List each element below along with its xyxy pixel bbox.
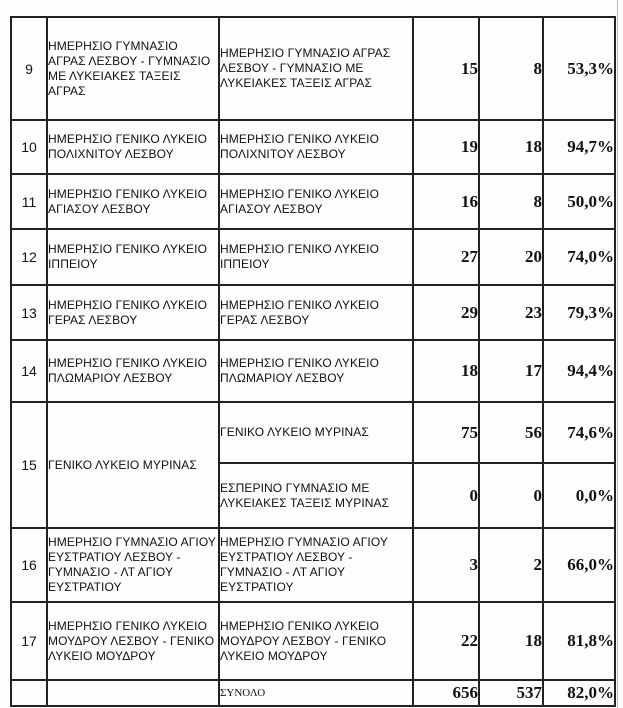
percentage: 74,0%	[543, 229, 615, 285]
value-b: 2	[479, 528, 543, 602]
value-a: 19	[413, 120, 479, 174]
unit-name: ΗΜΕΡΗΣΙΟ ΓΥΜΝΑΣΙΟ ΑΓΡΑΣ ΛΕΣΒΟΥ - ΓΥΜΝΑΣΙΟ ΜΕ ΛΥΚΕΙΑΚΕΣ ΤΑΞΕΙΣ ΑΓΡΑΣ	[219, 17, 413, 120]
table-row	[11, 340, 615, 402]
empty-cell	[47, 680, 219, 706]
total-b: 537	[479, 680, 543, 706]
value-a: 0	[413, 463, 479, 528]
value-b: 0	[479, 463, 543, 528]
table-row	[11, 229, 615, 285]
school-name: ΓΕΝΙΚΟ ΛΥΚΕΙΟ ΜΥΡΙΝΑΣ	[47, 402, 219, 528]
unit-name: ΕΣΠΕΡΙΝΟ ΓΥΜΝΑΣΙΟ ΜΕ ΛΥΚΕΙΑΚΕΣ ΤΑΞΕΙΣ ΜΥΡΙΝΑΣ	[219, 463, 413, 528]
school-name: ΗΜΕΡΗΣΙΟ ΓΕΝΙΚΟ ΛΥΚΕΙΟ ΙΠΠΕΙΟΥ	[47, 229, 219, 285]
total-a: 656	[413, 680, 479, 706]
value-b: 18	[479, 120, 543, 174]
row-number: 12	[11, 229, 47, 285]
percentage: 66,0%	[543, 528, 615, 602]
value-b: 8	[479, 17, 543, 120]
row-number: 13	[11, 285, 47, 340]
value-b: 18	[479, 602, 543, 680]
value-a: 29	[413, 285, 479, 340]
table-row	[11, 285, 615, 340]
row-number: 10	[11, 120, 47, 174]
total-percentage: 82,0%	[543, 680, 615, 706]
row-number: 14	[11, 340, 47, 402]
unit-name: ΓΕΝΙΚΟ ΛΥΚΕΙΟ ΜΥΡΙΝΑΣ	[219, 402, 413, 463]
value-b: 20	[479, 229, 543, 285]
value-a: 22	[413, 602, 479, 680]
schools-table	[10, 16, 616, 707]
table-row	[11, 528, 615, 602]
table-row	[11, 402, 615, 463]
value-b: 23	[479, 285, 543, 340]
percentage: 53,3%	[543, 17, 615, 120]
school-name: ΗΜΕΡΗΣΙΟ ΓΕΝΙΚΟ ΛΥΚΕΙΟ ΑΓΙΑΣΟΥ ΛΕΣΒΟΥ	[47, 174, 219, 229]
value-a: 75	[413, 402, 479, 463]
school-name: ΗΜΕΡΗΣΙΟ ΓΕΝΙΚΟ ΛΥΚΕΙΟ ΠΛΩΜΑΡΙΟΥ ΛΕΣΒΟΥ	[47, 340, 219, 402]
row-number: 15	[11, 402, 47, 528]
percentage: 79,3%	[543, 285, 615, 340]
percentage: 0,0%	[543, 463, 615, 528]
percentage: 50,0%	[543, 174, 615, 229]
unit-name: ΗΜΕΡΗΣΙΟ ΓΕΝΙΚΟ ΛΥΚΕΙΟ ΙΠΠΕΙΟΥ	[219, 229, 413, 285]
percentage: 74,6%	[543, 402, 615, 463]
unit-name: ΗΜΕΡΗΣΙΟ ΓΕΝΙΚΟ ΛΥΚΕΙΟ ΜΟΥΔΡΟΥ ΛΕΣΒΟΥ - ΓΕΝΙΚΟ ΛΥΚΕΙΟ ΜΟΥΔΡΟΥ	[219, 602, 413, 680]
unit-name: ΗΜΕΡΗΣΙΟ ΓΕΝΙΚΟ ΛΥΚΕΙΟ ΠΛΩΜΑΡΙΟΥ ΛΕΣΒΟΥ	[219, 340, 413, 402]
value-a: 15	[413, 17, 479, 120]
school-name: ΗΜΕΡΗΣΙΟ ΓΕΝΙΚΟ ΛΥΚΕΙΟ ΜΟΥΔΡΟΥ ΛΕΣΒΟΥ - ΓΕΝΙΚΟ ΛΥΚΕΙΟ ΜΟΥΔΡΟΥ	[47, 602, 219, 680]
table-row	[11, 602, 615, 680]
value-a: 3	[413, 528, 479, 602]
value-a: 16	[413, 174, 479, 229]
percentage: 81,8%	[543, 602, 615, 680]
row-number: 11	[11, 174, 47, 229]
table-row	[11, 17, 615, 120]
row-number: 17	[11, 602, 47, 680]
school-name: ΗΜΕΡΗΣΙΟ ΓΥΜΝΑΣΙΟ ΑΓΡΑΣ ΛΕΣΒΟΥ - ΓΥΜΝΑΣΙΟ ΜΕ ΛΥΚΕΙΑΚΕΣ ΤΑΞΕΙΣ ΑΓΡΑΣ	[47, 17, 219, 120]
school-name: ΗΜΕΡΗΣΙΟ ΓΥΜΝΑΣΙΟ ΑΓΙΟΥ ΕΥΣΤΡΑΤΙΟΥ ΛΕΣΒΟΥ - ΓΥΜΝΑΣΙΟ - ΛΤ ΑΓΙΟΥ ΕΥΣΤΡΑΤΙΟΥ	[47, 528, 219, 602]
row-number: 9	[11, 17, 47, 120]
school-name: ΗΜΕΡΗΣΙΟ ΓΕΝΙΚΟ ΛΥΚΕΙΟ ΓΕΡΑΣ ΛΕΣΒΟΥ	[47, 285, 219, 340]
total-row	[11, 680, 615, 706]
value-b: 56	[479, 402, 543, 463]
value-a: 27	[413, 229, 479, 285]
school-name: ΗΜΕΡΗΣΙΟ ΓΕΝΙΚΟ ΛΥΚΕΙΟ ΠΟΛΙΧΝΙΤΟΥ ΛΕΣΒΟΥ	[47, 120, 219, 174]
value-b: 17	[479, 340, 543, 402]
percentage: 94,4%	[543, 340, 615, 402]
unit-name: ΗΜΕΡΗΣΙΟ ΓΥΜΝΑΣΙΟ ΑΓΙΟΥ ΕΥΣΤΡΑΤΙΟΥ ΛΕΣΒΟΥ - ΓΥΜΝΑΣΙΟ - ΛΤ ΑΓΙΟΥ ΕΥΣΤΡΑΤΙΟΥ	[219, 528, 413, 602]
empty-cell	[11, 680, 47, 706]
total-label: ΣΥΝΟΛΟ	[219, 680, 413, 706]
unit-name: ΗΜΕΡΗΣΙΟ ΓΕΝΙΚΟ ΛΥΚΕΙΟ ΠΟΛΙΧΝΙΤΟΥ ΛΕΣΒΟΥ	[219, 120, 413, 174]
value-a: 18	[413, 340, 479, 402]
percentage: 94,7%	[543, 120, 615, 174]
unit-name: ΗΜΕΡΗΣΙΟ ΓΕΝΙΚΟ ΛΥΚΕΙΟ ΑΓΙΑΣΟΥ ΛΕΣΒΟΥ	[219, 174, 413, 229]
row-number: 16	[11, 528, 47, 602]
table-row	[11, 174, 615, 229]
table-row	[11, 120, 615, 174]
page-edge-line	[617, 0, 618, 708]
value-b: 8	[479, 174, 543, 229]
unit-name: ΗΜΕΡΗΣΙΟ ΓΕΝΙΚΟ ΛΥΚΕΙΟ ΓΕΡΑΣ ΛΕΣΒΟΥ	[219, 285, 413, 340]
